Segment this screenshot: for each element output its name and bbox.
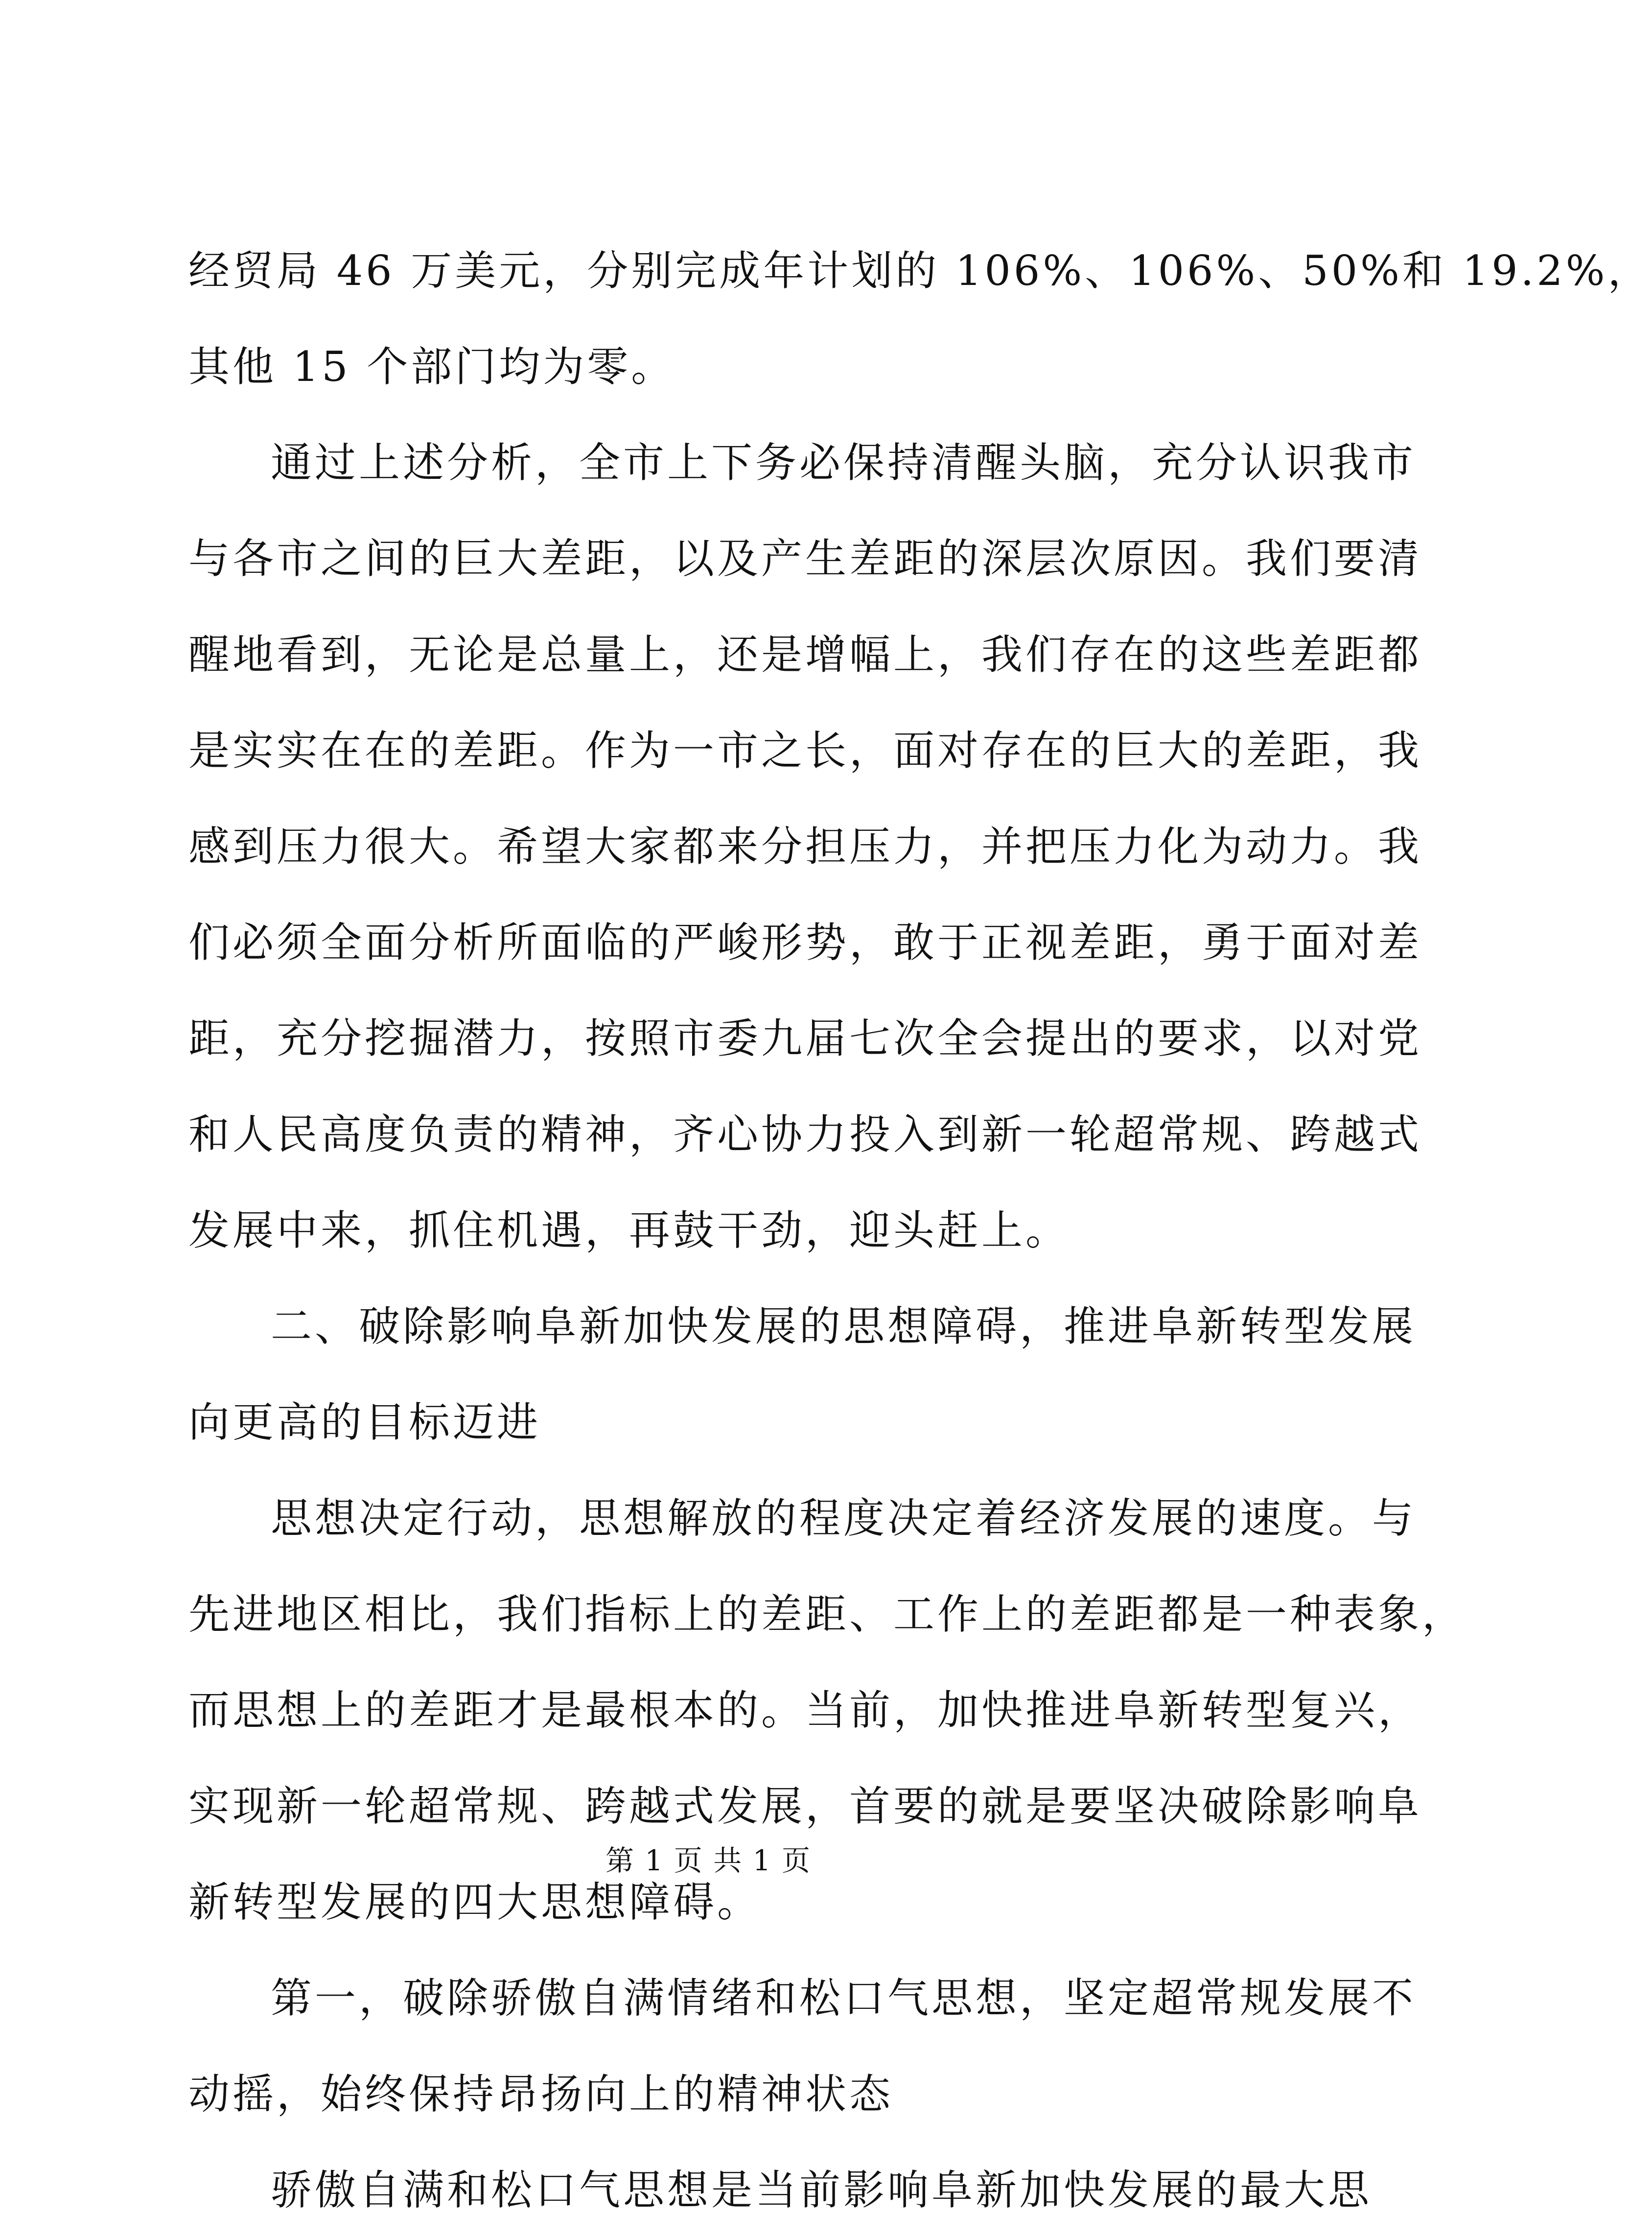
text-line: 与各市之间的巨大差距，以及产生差距的深层次原因。我们要清 — [188, 535, 1422, 583]
subheading-line: 动摇，始终保持昂扬向上的精神状态 — [188, 2070, 894, 2118]
text-line: 其他 15 个部门均为零。 — [188, 343, 675, 391]
paragraph-first-line: 通过上述分析，全市上下务必保持清醒头脑，充分认识我市 — [271, 439, 1417, 487]
text-line: 先进地区相比，我们指标上的差距、工作上的差距都是一种表象， — [188, 1590, 1466, 1638]
text-line: 感到压力很大。希望大家都来分担压力，并把压力化为动力。我 — [188, 823, 1422, 871]
text-line: 实现新一轮超常规、跨越式发展，首要的就是要坚决破除影响阜 — [188, 1782, 1422, 1830]
section-heading-line: 向更高的目标迈进 — [188, 1398, 541, 1446]
text-line: 经贸局 46 万美元，分别完成年计划的 106%、106%、50%和 19.2%， — [188, 247, 1652, 295]
text-line: 醒地看到，无论是总量上，还是增幅上，我们存在的这些差距都 — [188, 631, 1422, 679]
text-line: 而思想上的差距才是最根本的。当前，加快推进阜新转型复兴， — [188, 1686, 1422, 1734]
text-line: 距，充分挖掘潜力，按照市委九届七次全会提出的要求，以对党 — [188, 1014, 1422, 1062]
paragraph-first-line: 思想决定行动，思想解放的程度决定着经济发展的速度。与 — [271, 1494, 1417, 1542]
page-footer: 第 1 页 共 1 页 — [605, 1844, 811, 1877]
text-line: 发展中来，抓住机遇，再鼓干劲，迎头赶上。 — [188, 1206, 1070, 1254]
paragraph-first-line: 骄傲自满和松口气思想是当前影响阜新加快发展的最大思 — [271, 2166, 1373, 2214]
section-heading-line: 二、破除影响阜新加快发展的思想障碍，推进阜新转型发展 — [271, 1302, 1417, 1350]
text-line: 和人民高度负责的精神，齐心协力投入到新一轮超常规、跨越式 — [188, 1110, 1422, 1158]
text-line: 们必须全面分析所面临的严峻形势，敢于正视差距，勇于面对差 — [188, 919, 1422, 966]
text-line: 新转型发展的四大思想障碍。 — [188, 1878, 762, 1926]
text-line: 是实实在在的差距。作为一市之长，面对存在的巨大的差距，我 — [188, 727, 1422, 775]
document-body — [188, 223, 1652, 2238]
subheading-line: 第一，破除骄傲自满情绪和松口气思想，坚定超常规发展不 — [271, 1974, 1417, 2022]
